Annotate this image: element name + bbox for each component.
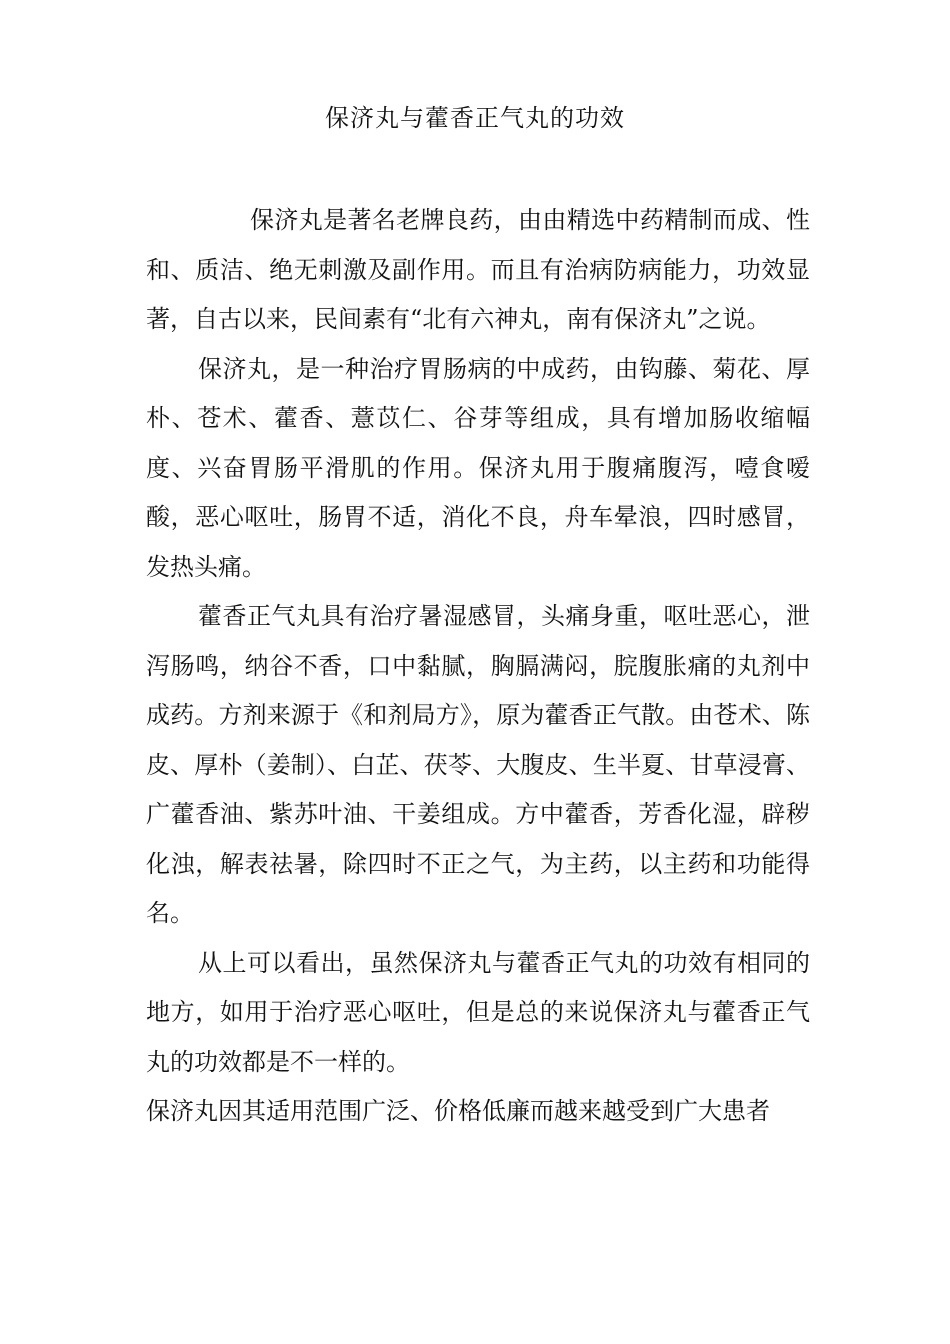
- paragraph-continuation: 保济丸因其适用范围广泛、价格低廉而越来越受到广大患者: [146, 1097, 770, 1125]
- document-title: 保济丸与藿香正气丸的功效: [325, 104, 625, 132]
- paragraph-huoxiang: 藿香正气丸具有治疗暑湿感冒，头痛身重，呕吐恶心，泄泻肠鸣，纳谷不香，口中黏腻，胸膈满闷，脘腹胀痛的丸剂中成药。方剂来源于《和剂局方》，原为藿香正气散。由苍术、陈皮、厚朴（姜制）、白芷、茯苓、大腹皮、生半夏、甘草浸膏、广藿香油、紫苏叶油、干姜组成。方中藿香，芳香化湿，辟秽化浊，解表祛暑，除四时不正之气，为主药，以主药和功能得名。: [146, 602, 810, 927]
- paragraph-intro: 保济丸是著名老牌良药，由由精选中药精制而成、性和、质洁、绝无刺激及副作用。而且有治病防病能力，功效显著，自古以来，民间素有“北有六神丸，南有保济丸”之说。: [146, 206, 810, 333]
- paragraph-comparison: 从上可以看出，虽然保济丸与藿香正气丸的功效有相同的地方，如用于治疗恶心呕吐，但是总的来说保济丸与藿香正气丸的功效都是不一样的。: [146, 948, 810, 1076]
- paragraph-baojiwan: 保济丸，是一种治疗胃肠病的中成药，由钩藤、菊花、厚朴、苍术、藿香、薏苡仁、谷芽等组成，具有增加肠收缩幅度、兴奋胃肠平滑肌的作用。保济丸用于腹痛腹泻，噎食嗳酸，恶心呕吐，肠胃不适，消化不良，舟车晕浪，四时感冒，发热头痛。: [146, 354, 810, 581]
- document-body: [146, 196, 810, 1137]
